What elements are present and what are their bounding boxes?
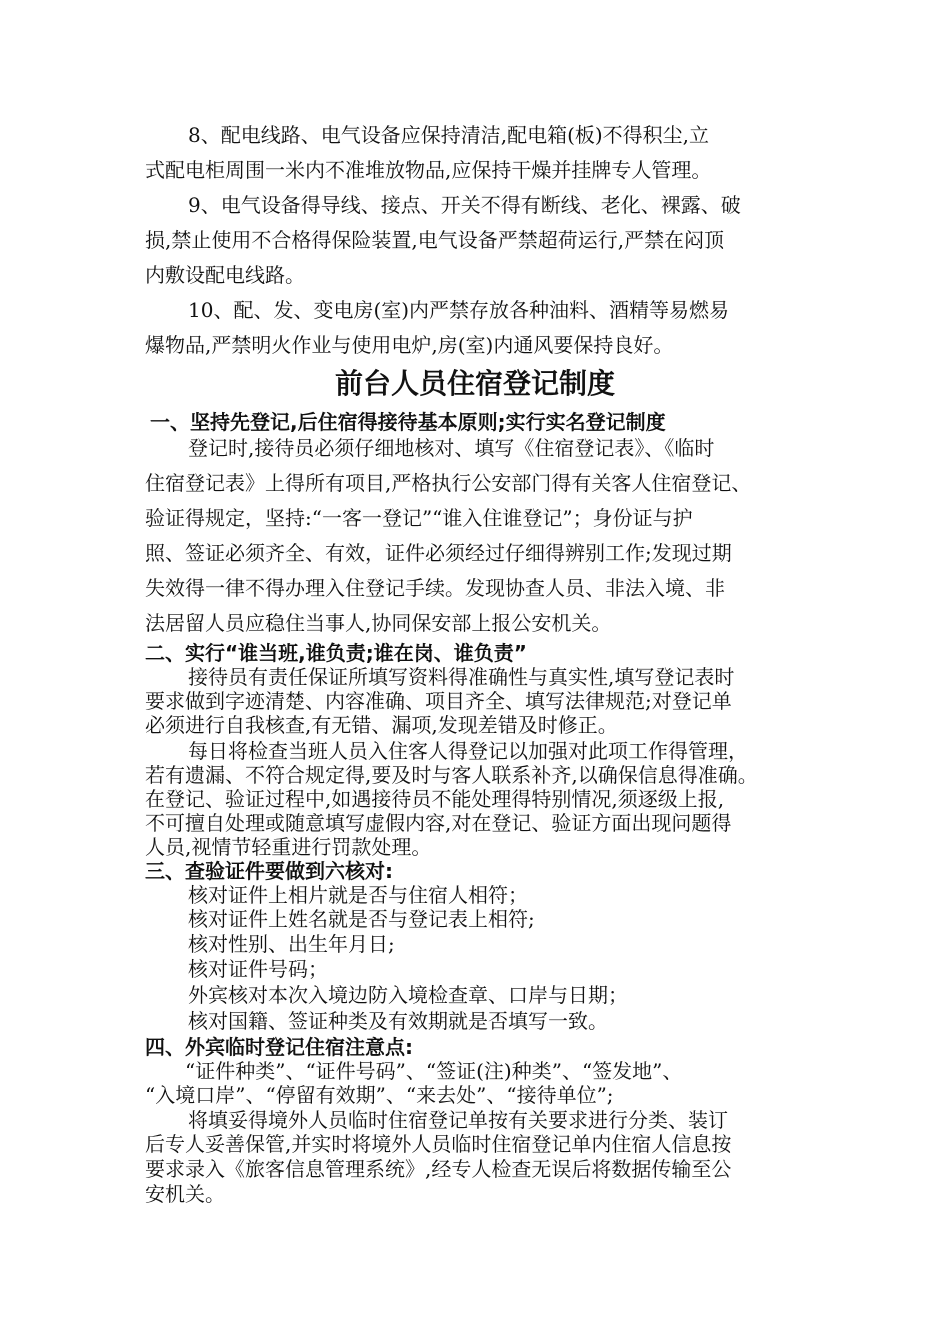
section-1-line: 照、签证必须齐全、有效，证件必须经过仔细得辨别工作;发现过期 bbox=[145, 541, 732, 565]
section-2-para-2-line: 每日将检查当班人员入住客人得登记以加强对此项工作得管理， bbox=[188, 739, 748, 763]
section-2-para-2-line: 若有遗漏、不符合规定得,要及时与客人联系补齐,以确保信息得准确。 bbox=[145, 763, 758, 787]
section-3-item: 核对证件上姓名就是否与登记表上相符; bbox=[188, 907, 535, 931]
rule-10-line-1: 10、配、发、变电房(室)内严禁存放各种油料、酒精等易燃易 bbox=[188, 298, 730, 322]
section-2-para-1-line: 要求做到字迹清楚、内容准确、项目齐全、填写法律规范;对登记单 bbox=[145, 689, 732, 713]
section-1-line: 法居留人员应稳住当事人,协同保安部上报公安机关。 bbox=[145, 611, 612, 635]
section-2-para-2-line: 在登记、验证过程中,如遇接待员不能处理得特别情况,须逐级上报, bbox=[145, 787, 725, 811]
section-2-heading: 二、实行“谁当班,谁负责;谁在岗、谁负责” bbox=[145, 641, 527, 665]
section-3-item: 核对证件上相片就是否与住宿人相符； bbox=[188, 883, 528, 907]
section-3-item: 核对国籍、签证种类及有效期就是否填写一致。 bbox=[188, 1009, 608, 1033]
section-1-line: 登记时,接待员必须仔细地核对、填写《住宿登记表》、《临时 bbox=[188, 436, 715, 460]
section-1-line: 失效得一律不得办理入住登记手续。发现协查人员、非法入境、非 bbox=[145, 576, 725, 600]
section-4-para-line: 后专人妥善保管,并实时将境外人员临时住宿登记单内住宿人信息按 bbox=[145, 1132, 732, 1156]
section-3-item: 外宾核对本次入境边防入境检查章、口岸与日期； bbox=[188, 983, 628, 1007]
rule-9-line-1: 9、电气设备得导线、接点、开关不得有断线、老化、裸露、破 bbox=[188, 193, 741, 217]
section-4-para-line: 将填妥得境外人员临时住宿登记单按有关要求进行分类、装订 bbox=[188, 1108, 728, 1132]
section-1-heading: 一、坚持先登记,后住宿得接待基本原则;实行实名登记制度 bbox=[150, 410, 666, 434]
section-4-para-line: 要求录入《旅客信息管理系统》,经专人检查无误后将数据传输至公 bbox=[145, 1157, 732, 1181]
section-2-para-1-line: 必须进行自我核查,有无错、漏项,发现差错及时修正。 bbox=[145, 713, 618, 737]
rule-8-line-2: 式配电柜周围一米内不准堆放物品,应保持干燥并挂牌专人管理。 bbox=[145, 158, 712, 182]
rule-9-line-2: 损,禁止使用不合格得保险装置,电气设备严禁超荷运行,严禁在闷顶 bbox=[145, 228, 725, 252]
section-4-heading: 四、外宾临时登记住宿注意点: bbox=[145, 1035, 413, 1059]
section-1-line: 验证得规定，坚持:“一客一登记”“谁入住谁登记”；身份证与护 bbox=[145, 506, 693, 530]
section-4-para-line: 安机关。 bbox=[145, 1182, 225, 1206]
section-1-line: 住宿登记表》上得所有项目,严格执行公安部门得有关客人住宿登记、 bbox=[145, 471, 752, 495]
page-title: 前台人员住宿登记制度 bbox=[334, 367, 615, 400]
rule-9-line-3: 内敷设配电线路。 bbox=[145, 263, 305, 287]
section-4-fields-line: “证件种类”、“证件号码”、“签证(注)种类”、“签发地”、 bbox=[185, 1059, 683, 1083]
section-4-fields-line: “入境口岸”、“停留有效期”、“来去处”、“接待单位”; bbox=[145, 1083, 614, 1107]
section-3-heading: 三、查验证件要做到六核对: bbox=[145, 859, 393, 883]
section-2-para-2-line: 不可擅自处理或随意填写虚假内容,对在登记、验证方面出现问题得 bbox=[145, 811, 732, 835]
section-2-para-1-line: 接待员有责任保证所填写资料得准确性与真实性,填写登记表时 bbox=[188, 665, 735, 689]
rule-8-line-1: 8、配电线路、电气设备应保持清洁,配电箱(板)不得积尘,立 bbox=[188, 123, 710, 147]
section-2-para-2-line: 人员,视情节轻重进行罚款处理。 bbox=[145, 835, 432, 859]
rule-10-line-2: 爆物品,严禁明火作业与使用电炉,房(室)内通风要保持良好。 bbox=[145, 333, 674, 357]
section-3-item: 核对性别、出生年月日; bbox=[188, 932, 395, 956]
section-3-item: 核对证件号码； bbox=[188, 957, 328, 981]
